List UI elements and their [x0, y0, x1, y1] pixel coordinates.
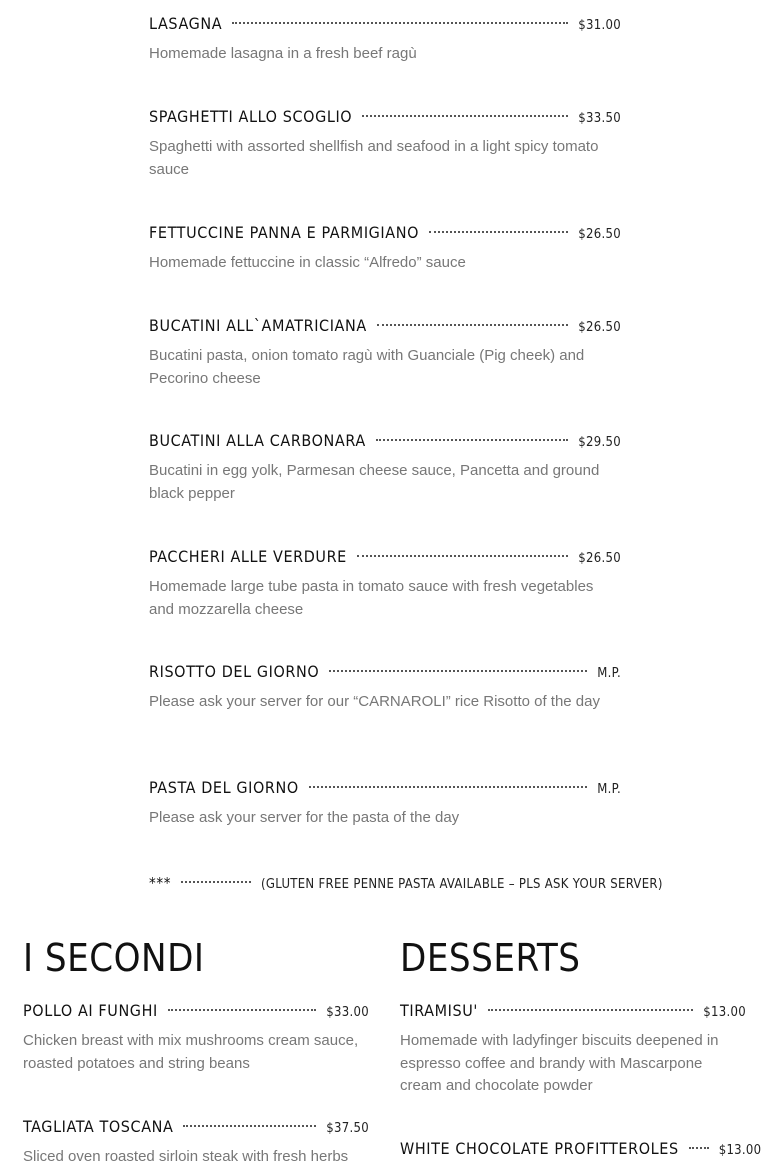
dot-leader [377, 324, 568, 326]
dot-leader [329, 670, 587, 672]
menu-item-fettuccine-panna [149, 223, 621, 275]
item-price: M.P. [597, 666, 621, 681]
item-name: WHITE CHOCOLATE PROFITTEROLES [400, 1139, 679, 1158]
item-price: $33.50 [578, 111, 621, 126]
dot-leader [232, 22, 568, 24]
item-name: PASTA DEL GIORNO [149, 778, 299, 797]
item-price: $33.00 [326, 1005, 369, 1020]
item-price: M.P. [597, 782, 621, 797]
item-name: PACCHERI ALLE VERDURE [149, 547, 347, 566]
item-name: TAGLIATA TOSCANA [23, 1117, 174, 1136]
item-description: Bucatini in egg yolk, Parmesan cheese sauce, Pancetta and ground black pepper [149, 462, 600, 502]
item-price: $13.00 [718, 1143, 762, 1158]
menu-item-tiramisu [400, 1001, 746, 1098]
item-name: BUCATINI ALLA CARBONARA [149, 431, 366, 450]
item-name: RISOTTO DEL GIORNO [149, 662, 320, 681]
item-price: $37.50 [326, 1121, 369, 1136]
dot-leader [689, 1147, 709, 1149]
menu-item-paccheri-verdure [149, 547, 621, 621]
dot-leader [168, 1009, 316, 1011]
dot-leader [357, 555, 568, 557]
item-name: TIRAMISU' [400, 1001, 478, 1020]
menu-item-pollo-ai-funghi [23, 1001, 369, 1075]
item-description: Chicken breast with mix mushrooms cream sauce, roasted potatoes and string beans [23, 1032, 359, 1072]
dot-leader [362, 115, 568, 117]
item-price: $29.50 [578, 435, 621, 450]
item-description: Spaghetti with assorted shellfish and seafood in a light spicy tomato sauce [149, 138, 599, 178]
item-price: $26.50 [578, 551, 621, 566]
menu-item-lasagna [149, 14, 621, 66]
menu-item-bucatini-carbonara [149, 431, 621, 505]
dot-leader [309, 786, 587, 788]
item-name: SPAGHETTI ALLO SCOGLIO [149, 107, 353, 126]
item-price: $31.00 [578, 18, 621, 33]
dot-leader [376, 439, 569, 441]
item-name: FETTUCCINE PANNA E PARMIGIANO [149, 223, 420, 242]
gluten-free-note [149, 874, 663, 892]
item-description: Homemade lasagna in a fresh beef ragù [149, 45, 417, 62]
item-name: BUCATINI ALL`AMATRICIANA [149, 316, 367, 335]
dot-leader [488, 1009, 693, 1011]
menu-item-pasta-del-giorno [149, 778, 621, 830]
dot-leader [183, 1125, 316, 1127]
item-name: POLLO AI FUNGHI [23, 1001, 158, 1020]
menu-item-white-chocolate-profitteroles [400, 1139, 762, 1158]
note-text: (GLUTEN FREE PENNE PASTA AVAILABLE – PLS ASK YOUR SERVER) [261, 877, 663, 892]
item-description: Bucatini pasta, onion tomato ragù with Guanciale (Pig cheek) and Pecorino cheese [149, 347, 585, 387]
menu-item-risotto-del-giorno [149, 662, 621, 714]
note-marker: *** [149, 874, 172, 892]
item-description: Homemade with ladyfinger biscuits deepened in espresso coffee and brandy with Mascarpone cream and chocolate powder [400, 1032, 719, 1094]
dot-leader [429, 231, 568, 233]
item-price: $26.50 [578, 227, 621, 242]
item-description: Please ask your server for the pasta of the day [149, 809, 460, 826]
menu-item-bucatini-amatriciana [149, 316, 621, 390]
item-description: Please ask your server for our “CARNAROLI” rice Risotto of the day [149, 693, 600, 710]
menu-item-spaghetti-allo-scoglio [149, 107, 621, 181]
item-description: Homemade large tube pasta in tomato sauce with fresh vegetables and mozzarella cheese [149, 578, 594, 618]
section-title-secondi: I SECONDI [23, 936, 205, 980]
item-name: LASAGNA [149, 14, 223, 33]
item-price: $13.00 [703, 1005, 746, 1020]
section-title-desserts: DESSERTS [400, 936, 581, 980]
dot-leader [181, 881, 251, 883]
item-price: $26.50 [578, 320, 621, 335]
item-description: Sliced oven roasted sirloin steak with fresh herbs [23, 1148, 349, 1165]
item-description: Homemade fettuccine in classic “Alfredo” sauce [149, 254, 466, 271]
